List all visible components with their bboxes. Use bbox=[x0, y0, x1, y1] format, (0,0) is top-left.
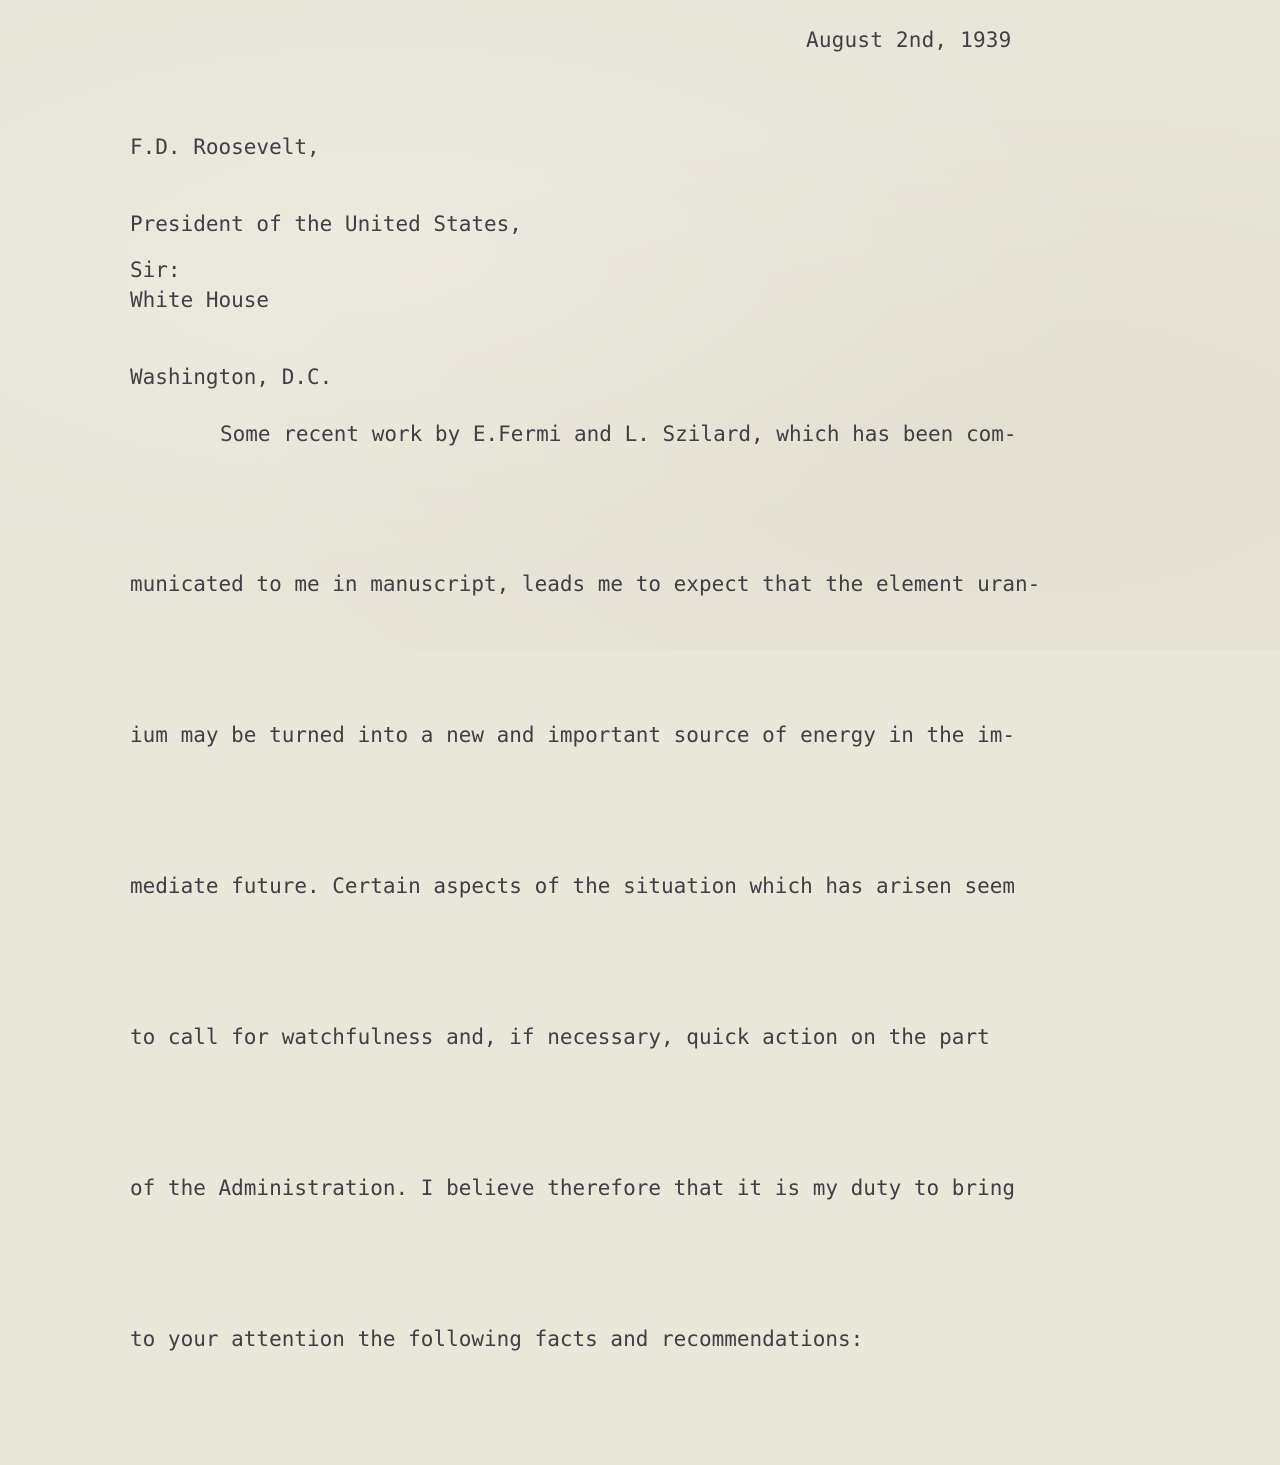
address-line-title: President of the United States, bbox=[130, 211, 522, 236]
salutation: Sir: bbox=[130, 258, 181, 282]
address-line-name: F.D. Roosevelt, bbox=[130, 135, 320, 159]
body-line: of the Administration. I believe therefore that it is my duty to bring bbox=[130, 1176, 1016, 1201]
body-line: municated to me in manuscript, leads me to expect that the element uran- bbox=[130, 572, 1041, 597]
address-line-building: White House bbox=[130, 288, 270, 312]
body-line: to your attention the following facts and recommendations: bbox=[130, 1326, 864, 1351]
body-line: Some recent work by E.Fermi and L. Szilard, which has been com- bbox=[220, 421, 1017, 446]
letter-date: August 2nd, 1939 bbox=[806, 28, 1012, 52]
letter-body bbox=[130, 308, 1040, 1465]
body-line: ium may be turned into a new and important source of energy in the im- bbox=[130, 723, 1016, 748]
body-line: mediate future. Certain aspects of the situation which has arisen seem bbox=[130, 874, 1016, 899]
body-line: to call for watchfulness and, if necessary, quick action on the part bbox=[130, 1025, 990, 1050]
address-line-city: Washington, D.C. bbox=[130, 364, 333, 389]
